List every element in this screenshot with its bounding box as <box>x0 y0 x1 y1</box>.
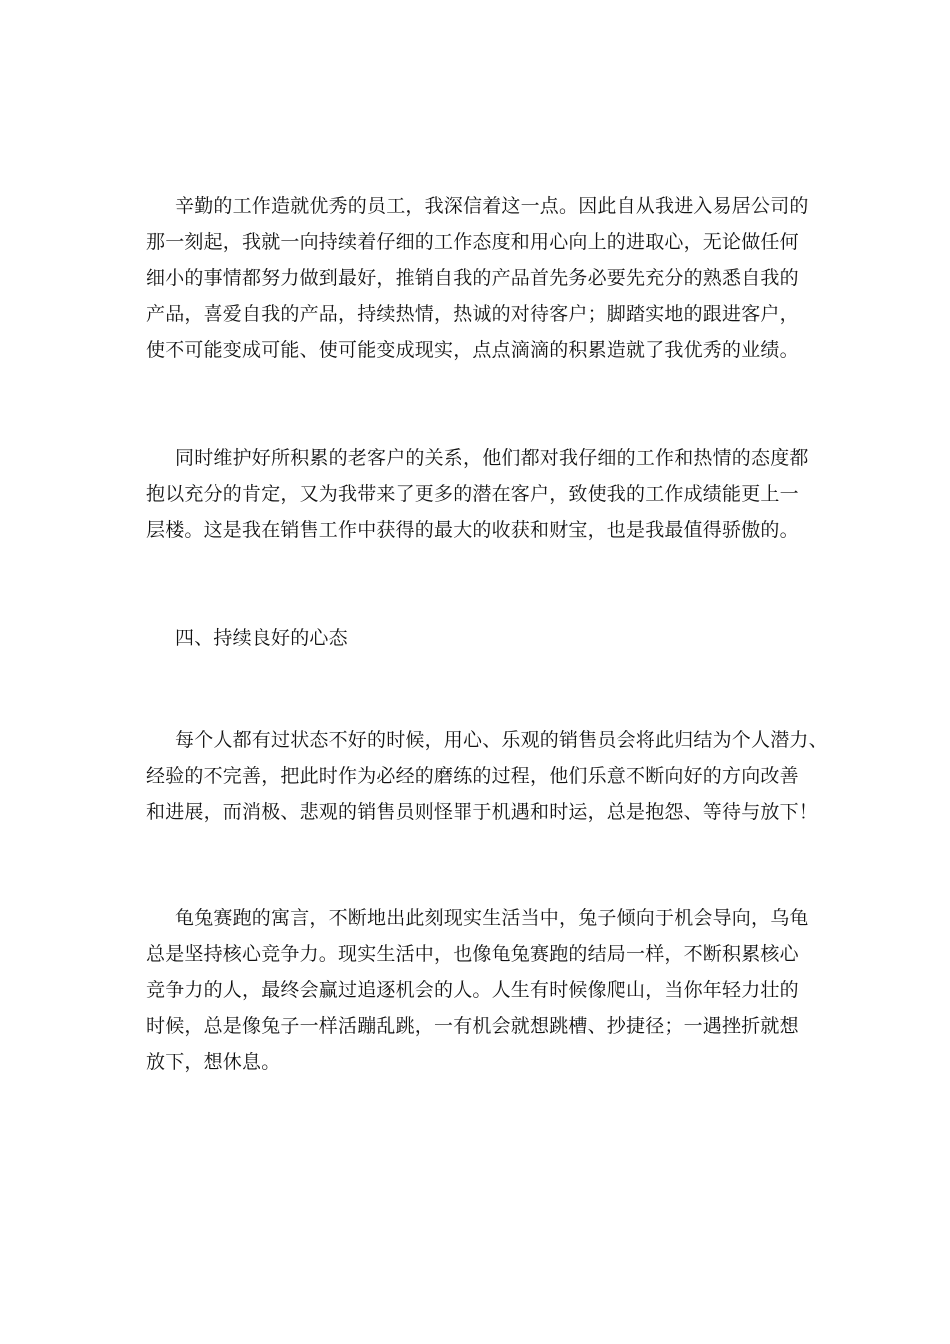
paragraph-line: 龟兔赛跑的寓言，不断地出此刻现实生活当中，兔子倾向于机会导向，乌龟 <box>175 907 809 929</box>
paragraph-line: 和进展，而消极、悲观的销售员则怪罪于机遇和时运，总是抱怨、等待与放下！ <box>146 801 819 823</box>
paragraph-line: 使不可能变成可能、使可能变成现实，点点滴滴的积累造就了我优秀的业绩。 <box>146 339 799 361</box>
paragraph-line: 每个人都有过状态不好的时候，用心、乐观的销售员会将此归结为个人潜力、 <box>175 729 828 751</box>
paragraph-line: 那一刻起，我就一向持续着仔细的工作态度和用心向上的进取心，无论做任何 <box>146 231 799 253</box>
paragraph-line: 同时维护好所积累的老客户的关系，他们都对我仔细的工作和热情的态度都 <box>175 447 809 469</box>
paragraph-line: 层楼。这是我在销售工作中获得的最大的收获和财宝，也是我最值得骄傲的。 <box>146 519 799 541</box>
section-heading <box>146 620 826 656</box>
paragraph-line: 时候，总是像兔子一样活蹦乱跳，一有机会就想跳槽、抄捷径；一遇挫折就想 <box>146 1015 799 1037</box>
paragraph-line: 竞争力的人，最终会赢过追逐机会的人。人生有时候像爬山，当你年轻力壮的 <box>146 979 799 1001</box>
paragraph-line: 细小的事情都努力做到最好，推销自我的产品首先务必要先充分的熟悉自我的 <box>146 267 799 289</box>
paragraph-line: 放下，想休息。 <box>146 1051 281 1073</box>
paragraph-line: 总是坚持核心竞争力。现实生活中，也像龟兔赛跑的结局一样，不断积累核心 <box>146 943 799 965</box>
paragraph-line: 经验的不完善，把此时作为必经的磨练的过程，他们乐意不断向好的方向改善 <box>146 765 799 787</box>
section-heading-text: 四、持续良好的心态 <box>175 627 348 649</box>
paragraph-line: 产品，喜爱自我的产品，持续热情，热诚的对待客户；脚踏实地的跟进客户， <box>146 303 799 325</box>
paragraph-old-clients <box>146 440 826 548</box>
paragraph-line: 抱以充分的肯定，又为我带来了更多的潜在客户，致使我的工作成绩能更上一 <box>146 483 799 505</box>
paragraph-mindset <box>146 722 826 830</box>
paragraph-hard-work <box>146 188 826 368</box>
paragraph-line: 辛勤的工作造就优秀的员工，我深信着这一点。因此自从我进入易居公司的 <box>175 195 809 217</box>
paragraph-tortoise-hare <box>146 900 826 1080</box>
